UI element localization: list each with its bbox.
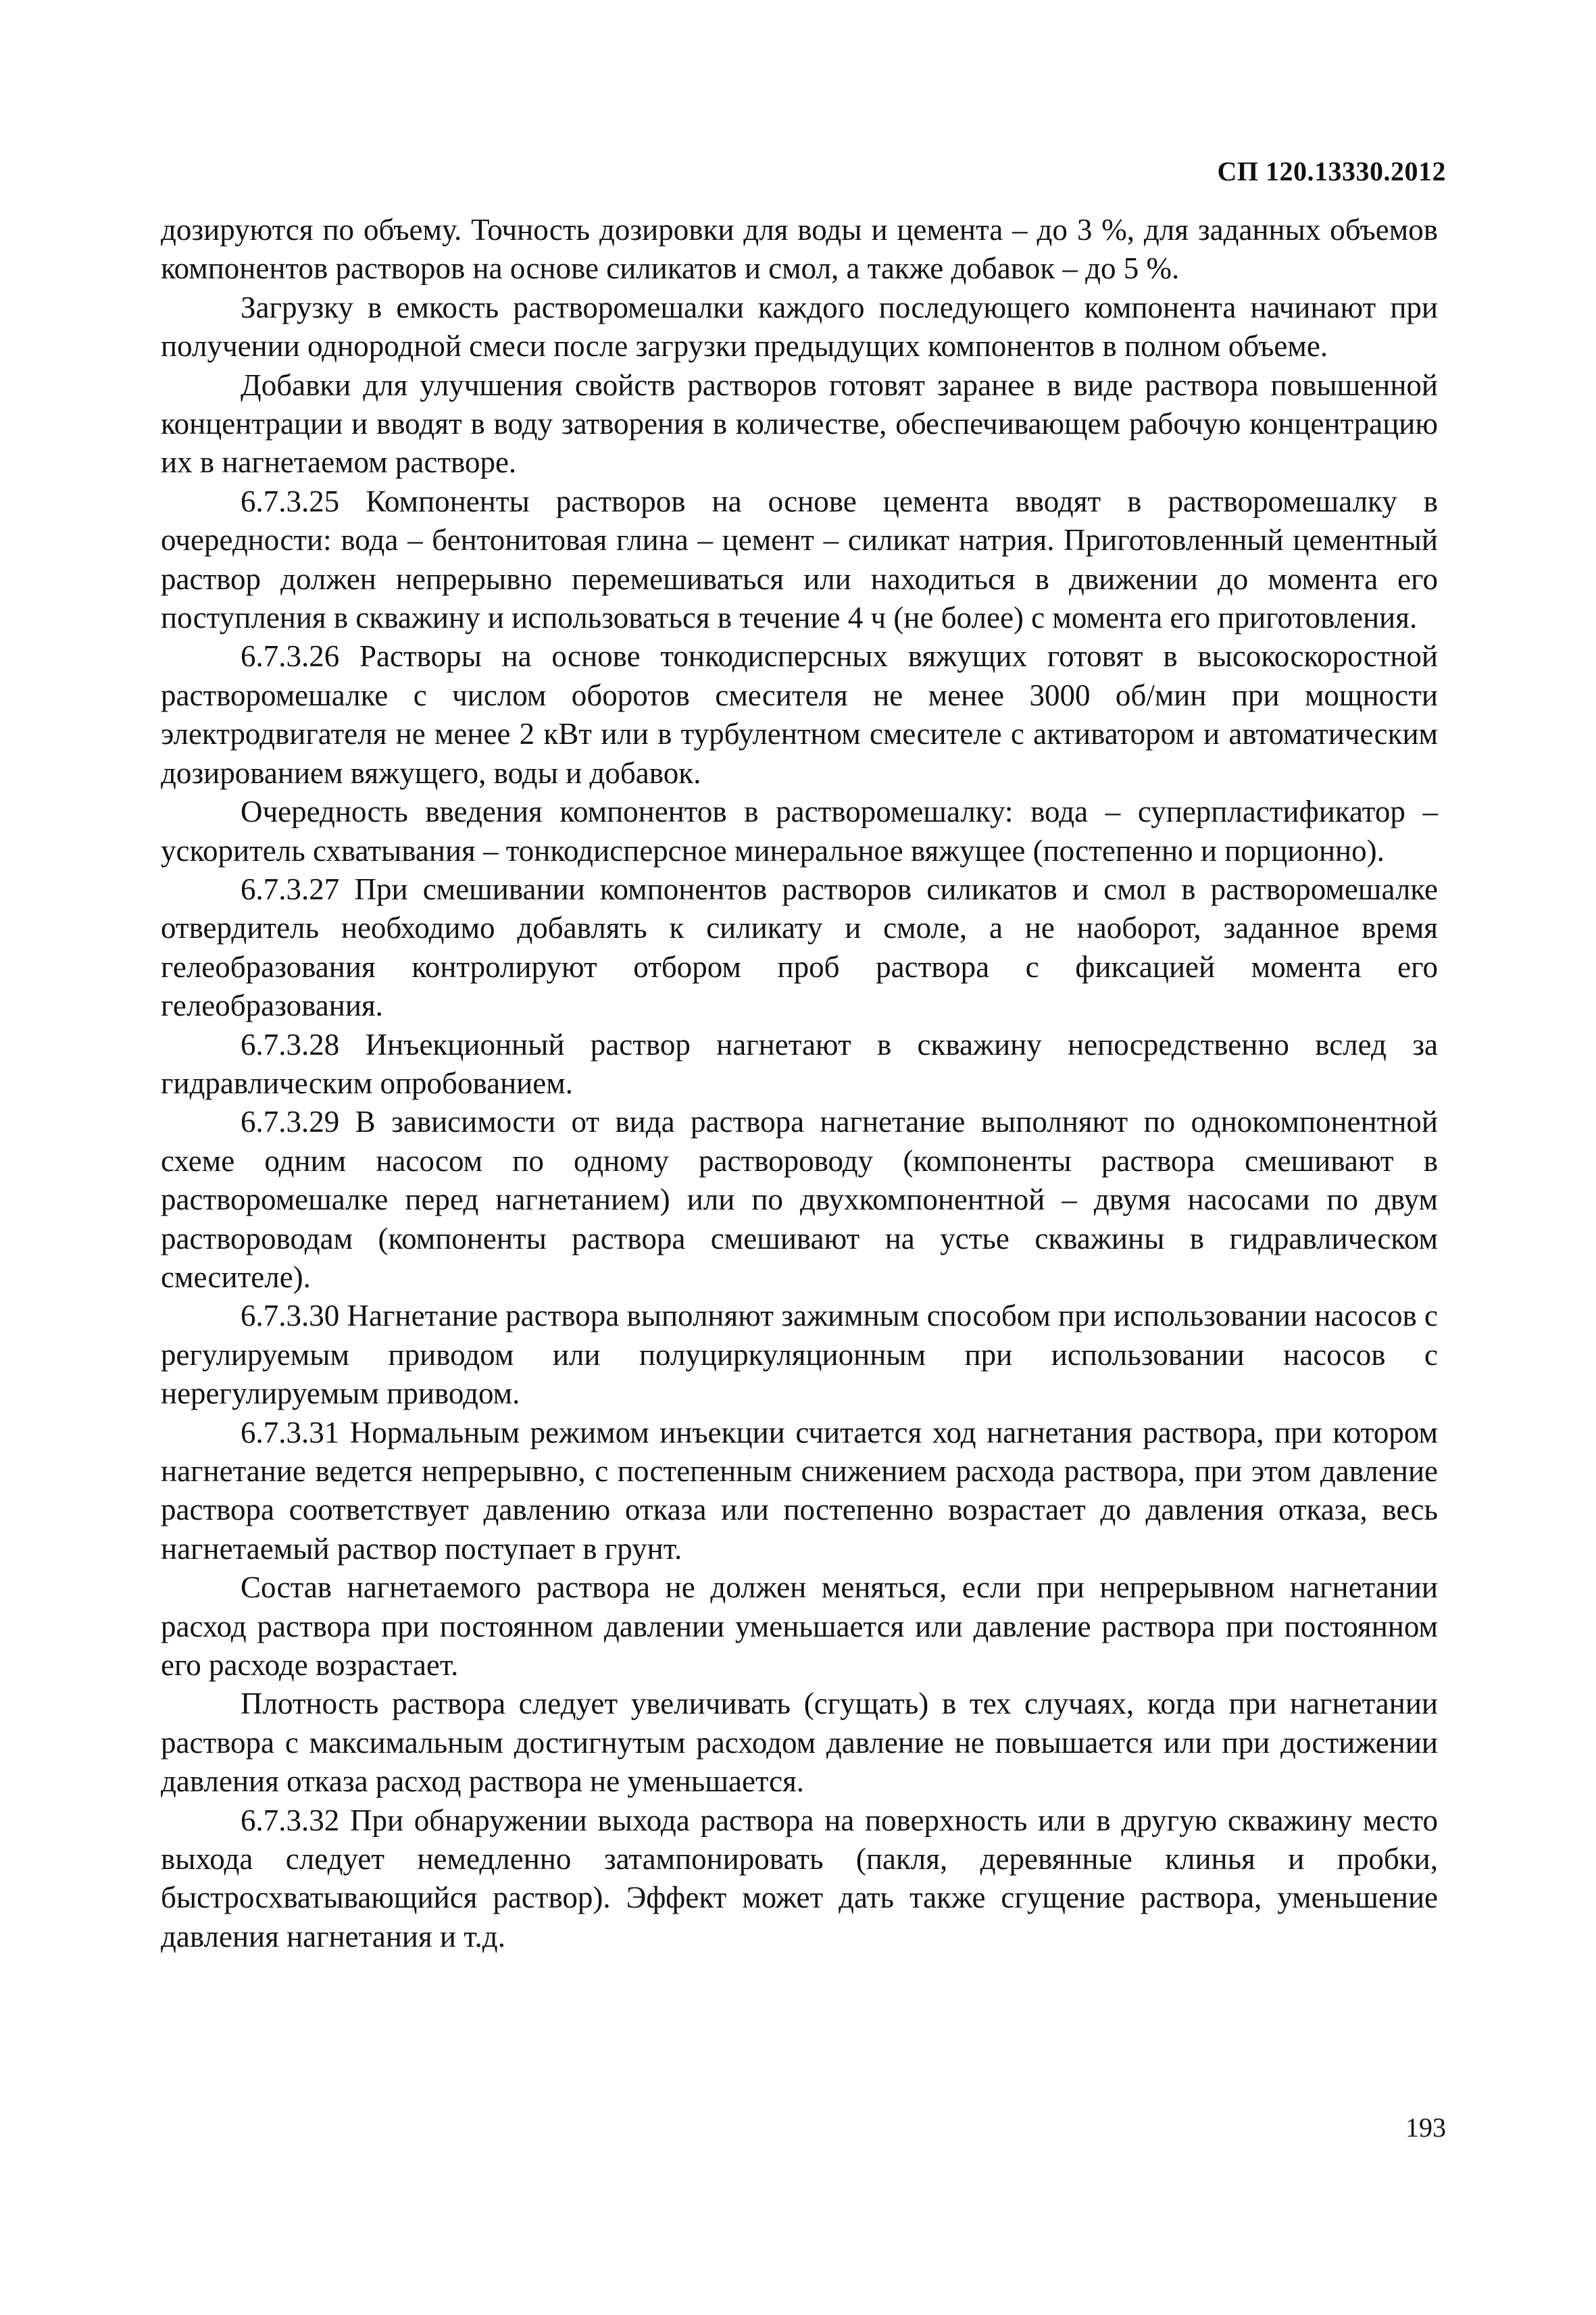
page-number: 193 [1405, 2112, 1446, 2143]
paragraph: 6.7.3.27 При смешивании компонентов растворов силикатов и смол в растворомешалке отвердитель необходимо добавлять к силикату и смоле, а не наоборот, заданное время гелеобразования контролируют отбором проб раствора с фиксацией момента его гелеобразования. [161, 872, 1438, 1023]
paragraph: 6.7.3.32 При обнаружении выхода раствора на поверхность или в другую скважину место выхода следует немедленно затампонировать (пакля, деревянные клинья и пробки, быстросхватывающийся раствор). Эффект может дать также сгущение раствора, уменьшение давления нагнетания и т.д. [161, 1803, 1438, 1953]
paragraph: Очередность введения компонентов в растворомешалку: вода – суперпластификатор – ускоритель схватывания – тонкодисперсное минеральное вяжущее (постепенно и порционно). [161, 795, 1438, 868]
paragraph: Состав нагнетаемого раствора не должен меняться, если при непрерывном нагнетании расход раствора при постоянном давлении уменьшается или давление раствора при постоянном его расходе возрастает. [161, 1570, 1438, 1683]
paragraph: Добавки для улучшения свойств растворов готовят заранее в виде раствора повышенной концентрации и вводят в воду затворения в количестве, обеспечивающем рабочую концентрацию их в нагнетаемом растворе. [161, 368, 1438, 480]
paragraph: дозируются по объему. Точность дозировки для воды и цемента – до 3 %, для заданных объемов компонентов растворов на основе силикатов и смол, а также добавок – до 5 %. [161, 213, 1438, 286]
paragraph: 6.7.3.25 Компоненты растворов на основе цемента вводят в растворомешалку в очередности: вода – бентонитовая глина – цемент – силикат натрия. Приготовленный цементный раствор должен непрерывно перемешиваться или находиться в движении до момента его поступления в скважину и использоваться в течение 4 ч (не более) с момента его приготовления. [161, 484, 1438, 635]
document-code-header: СП 120.13330.2012 [1217, 156, 1446, 186]
document-body [161, 211, 1438, 1956]
paragraph: 6.7.3.29 В зависимости от вида раствора нагнетание выполняют по однокомпонентной схеме одним насосом по одному раствороводу (компоненты раствора смешивают в растворомешалке перед нагнетанием) или по двухкомпонентной – двумя насосами по двум раствороводам (компоненты раствора смешивают на устье скважины в гидравлическом смесителе). [161, 1105, 1438, 1294]
paragraph: 6.7.3.26 Растворы на основе тонкодисперсных вяжущих готовят в высокоскоростной растворомешалке с числом оборотов смесителя не менее 3000 об/мин при мощности электродвигателя не менее 2 кВт или в турбулентном смесителе с активатором и автоматическим дозированием вяжущего, воды и добавок. [161, 639, 1438, 790]
paragraph: Загрузку в емкость растворомешалки каждого последующего компонента начинают при получении однородной смеси после загрузки предыдущих компонентов в полном объеме. [161, 290, 1438, 364]
paragraph: Плотность раствора следует увеличивать (сгущать) в тех случаях, когда при нагнетании раствора с максимальным достигнутым расходом давление не повышается или при достижении давления отказа расход раствора не уменьшается. [161, 1687, 1438, 1799]
paragraph: 6.7.3.31 Нормальным режимом инъекции считается ход нагнетания раствора, при котором нагнетание ведется непрерывно, с постепенным снижением расхода раствора, при этом давление раствора соответствует давлению отказа или постепенно возрастает до давления отказа, весь нагнетаемый раствор поступает в грунт. [161, 1415, 1438, 1566]
paragraph: 6.7.3.30 Нагнетание раствора выполняют зажимным способом при использовании насосов с регулируемым приводом или полуциркуляционным при использовании насосов с нерегулируемым приводом. [161, 1299, 1438, 1411]
paragraph: 6.7.3.28 Инъекционный раствор нагнетают в скважину непосредственно вслед за гидравлическим опробованием. [161, 1027, 1438, 1100]
